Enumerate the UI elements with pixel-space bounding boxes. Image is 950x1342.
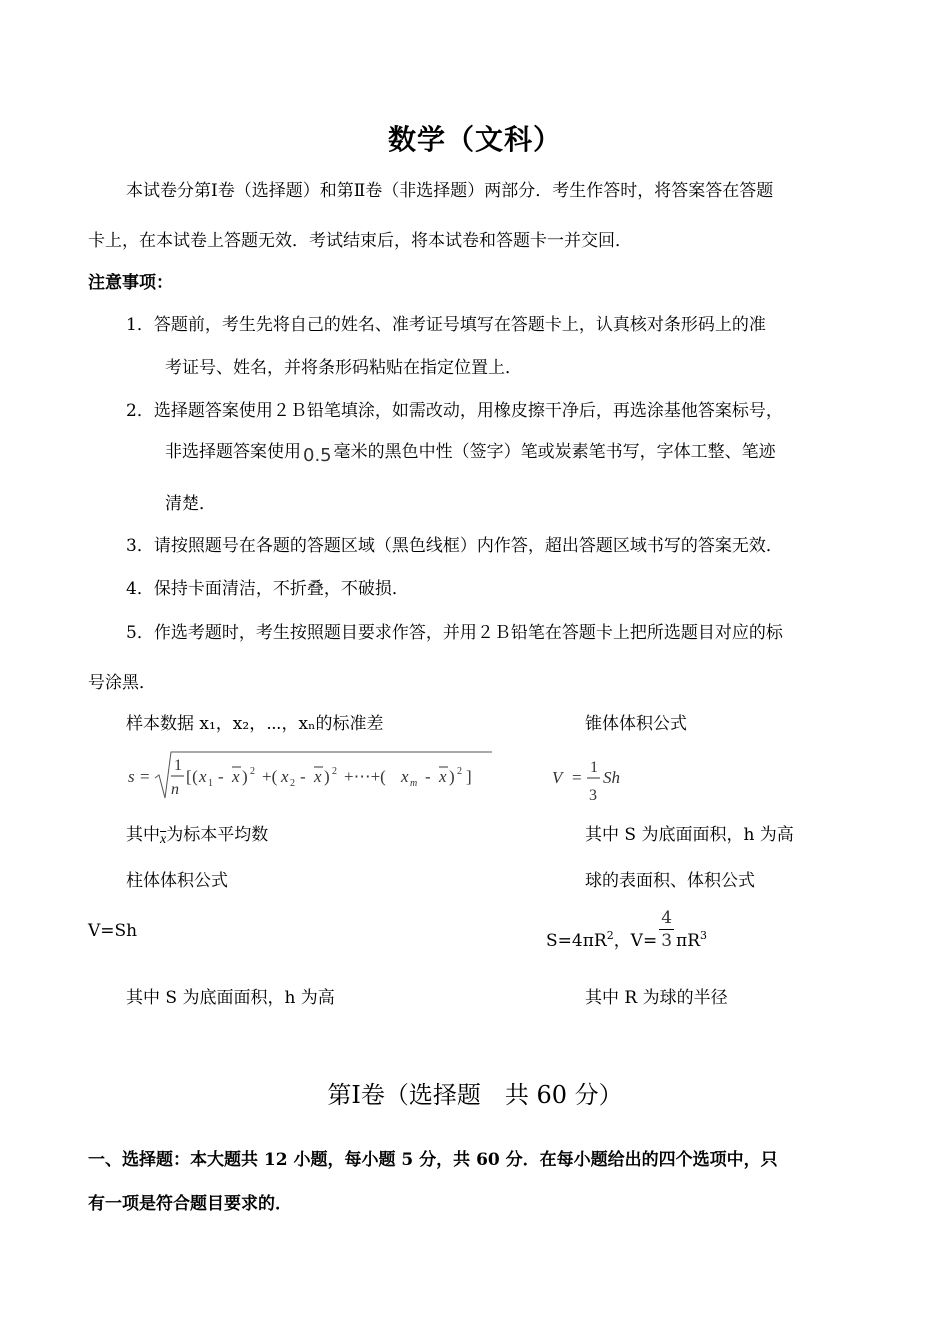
mean-note-pre: 其中 (126, 825, 160, 845)
svg-text:=: = (572, 768, 582, 787)
std-deviation-formula (126, 748, 496, 812)
intro-line-1: 本试卷分第Ⅰ卷（选择题）和第Ⅱ卷（非选择题）两部分．考生作答时，将答案答在答题 (126, 181, 774, 201)
question-instructions-line-1: 一、选择题：本大题共 12 小题，每小题 5 分，共 60 分．在每小题给出的四个选项中，只 (88, 1150, 778, 1170)
sphere-volume-pr: πR (676, 930, 701, 951)
notes-heading: 注意事项： (88, 273, 173, 293)
sphere-formula-label: 球的表面积、体积公式 (585, 871, 755, 891)
question-instructions-line-2: 有一项是符合题目要求的． (88, 1194, 292, 1214)
note-item-5-line-2: 号涂黑． (88, 673, 156, 693)
svg-text:[(: [( (186, 767, 199, 786)
std-formula-label: 样本数据 x₁，x₂，⋯，xₙ的标准差 (126, 714, 384, 734)
section-title: 第Ⅰ卷（选择题 共 60 分） (327, 1081, 623, 1109)
sphere-volume-fraction: $\frac{4}{3}$ (661, 908, 673, 951)
intro-line-2: 卡上，在本试卷上答题无效．考试结束后，将本试卷和答题卡一并交回． (88, 231, 632, 251)
cone-formula-label: 锥体体积公式 (585, 714, 687, 734)
note-item-5-line-1: 5．作选考题时，考生按照题目要求作答，并用２Ｂ铅笔在答题卡上把所选题目对应的标 (126, 623, 783, 643)
cone-note: 其中 S 为底面面积，h 为高 (585, 825, 794, 845)
sphere-area-formula: $S=4\pi R^2$ (546, 928, 614, 951)
svg-text:2: 2 (457, 766, 462, 777)
svg-text:3: 3 (589, 787, 597, 804)
note-item-1-line-2: 考证号、姓名，并将条形码粘贴在指定位置上． (165, 358, 522, 378)
svg-text:x: x (199, 767, 207, 786)
note-item-4: 4．保持卡面清洁，不折叠，不破损． (126, 579, 409, 599)
cone-volume-formula-graphic (550, 753, 640, 809)
note-item-2-number: 0.5 (303, 445, 332, 466)
sphere-formula (546, 910, 707, 960)
prism-formula-label: 柱体体积公式 (126, 871, 228, 891)
sphere-note: 其中 R 为球的半径 (585, 988, 728, 1008)
svg-text:x: x (439, 767, 447, 786)
mean-symbol: $\overline{x}$ (160, 832, 167, 847)
svg-text:Sh: Sh (603, 768, 620, 787)
svg-text:+(: +( (262, 767, 278, 786)
svg-text:1: 1 (208, 778, 213, 789)
svg-text:): ) (324, 767, 330, 786)
svg-text:x: x (281, 767, 289, 786)
svg-text:1: 1 (590, 759, 598, 776)
svg-text:-: - (218, 767, 224, 786)
svg-text:s: s (128, 767, 135, 786)
page-title: 数学（文科） (387, 123, 562, 156)
svg-text:): ) (449, 767, 455, 786)
mean-note (126, 820, 268, 845)
svg-text:n: n (171, 781, 179, 798)
std-deviation-formula-graphic (126, 748, 496, 808)
svg-text:2: 2 (250, 766, 255, 777)
sphere-area-text: S=4πR (546, 930, 607, 951)
prism-note: 其中 S 为底面面积，h 为高 (126, 988, 335, 1008)
note-item-2-line-2 (165, 437, 776, 466)
cone-volume-formula (550, 753, 640, 813)
svg-text:-: - (300, 767, 306, 786)
prism-formula: V=Sh (88, 921, 138, 941)
note-item-2-line-3: 清楚． (165, 494, 216, 514)
svg-text:1: 1 (174, 757, 182, 774)
note-item-2-line-1: 2．选择题答案使用２Ｂ铅笔填涂，如需改动，用橡皮擦干净后，再选涂基他答案标号， (126, 401, 783, 421)
svg-text:2: 2 (290, 778, 295, 789)
svg-text:+⋯+(: +⋯+( (344, 767, 386, 786)
svg-text:x: x (401, 767, 409, 786)
svg-text:-: - (425, 767, 431, 786)
svg-text:x: x (232, 767, 240, 786)
sphere-volume-prefix: ，V= (613, 930, 658, 951)
svg-text:m: m (410, 778, 418, 789)
note-item-2-post: 毫米的黑色中性（签字）笔或炭素笔书写，字体工整、笔迹 (333, 442, 776, 462)
svg-text:=: = (140, 767, 150, 786)
svg-text:]: ] (466, 767, 472, 786)
mean-note-post: 为标本平均数 (166, 825, 269, 845)
svg-text:V: V (552, 768, 563, 787)
svg-text:): ) (242, 767, 248, 786)
sphere-volume-text: $\pi R^3$ (676, 928, 708, 951)
note-item-2-pre: 非选择题答案使用 (165, 442, 301, 462)
svg-text:2: 2 (332, 766, 337, 777)
svg-text:x: x (314, 767, 322, 786)
note-item-1-line-1: 1．答题前，考生先将自己的姓名、准考证号填写在答题卡上，认真核对条形码上的准 (126, 315, 766, 335)
note-item-3: 3．请按照题号在各题的答题区域（黑色线框）内作答，超出答题区域书写的答案无效． (126, 536, 783, 556)
